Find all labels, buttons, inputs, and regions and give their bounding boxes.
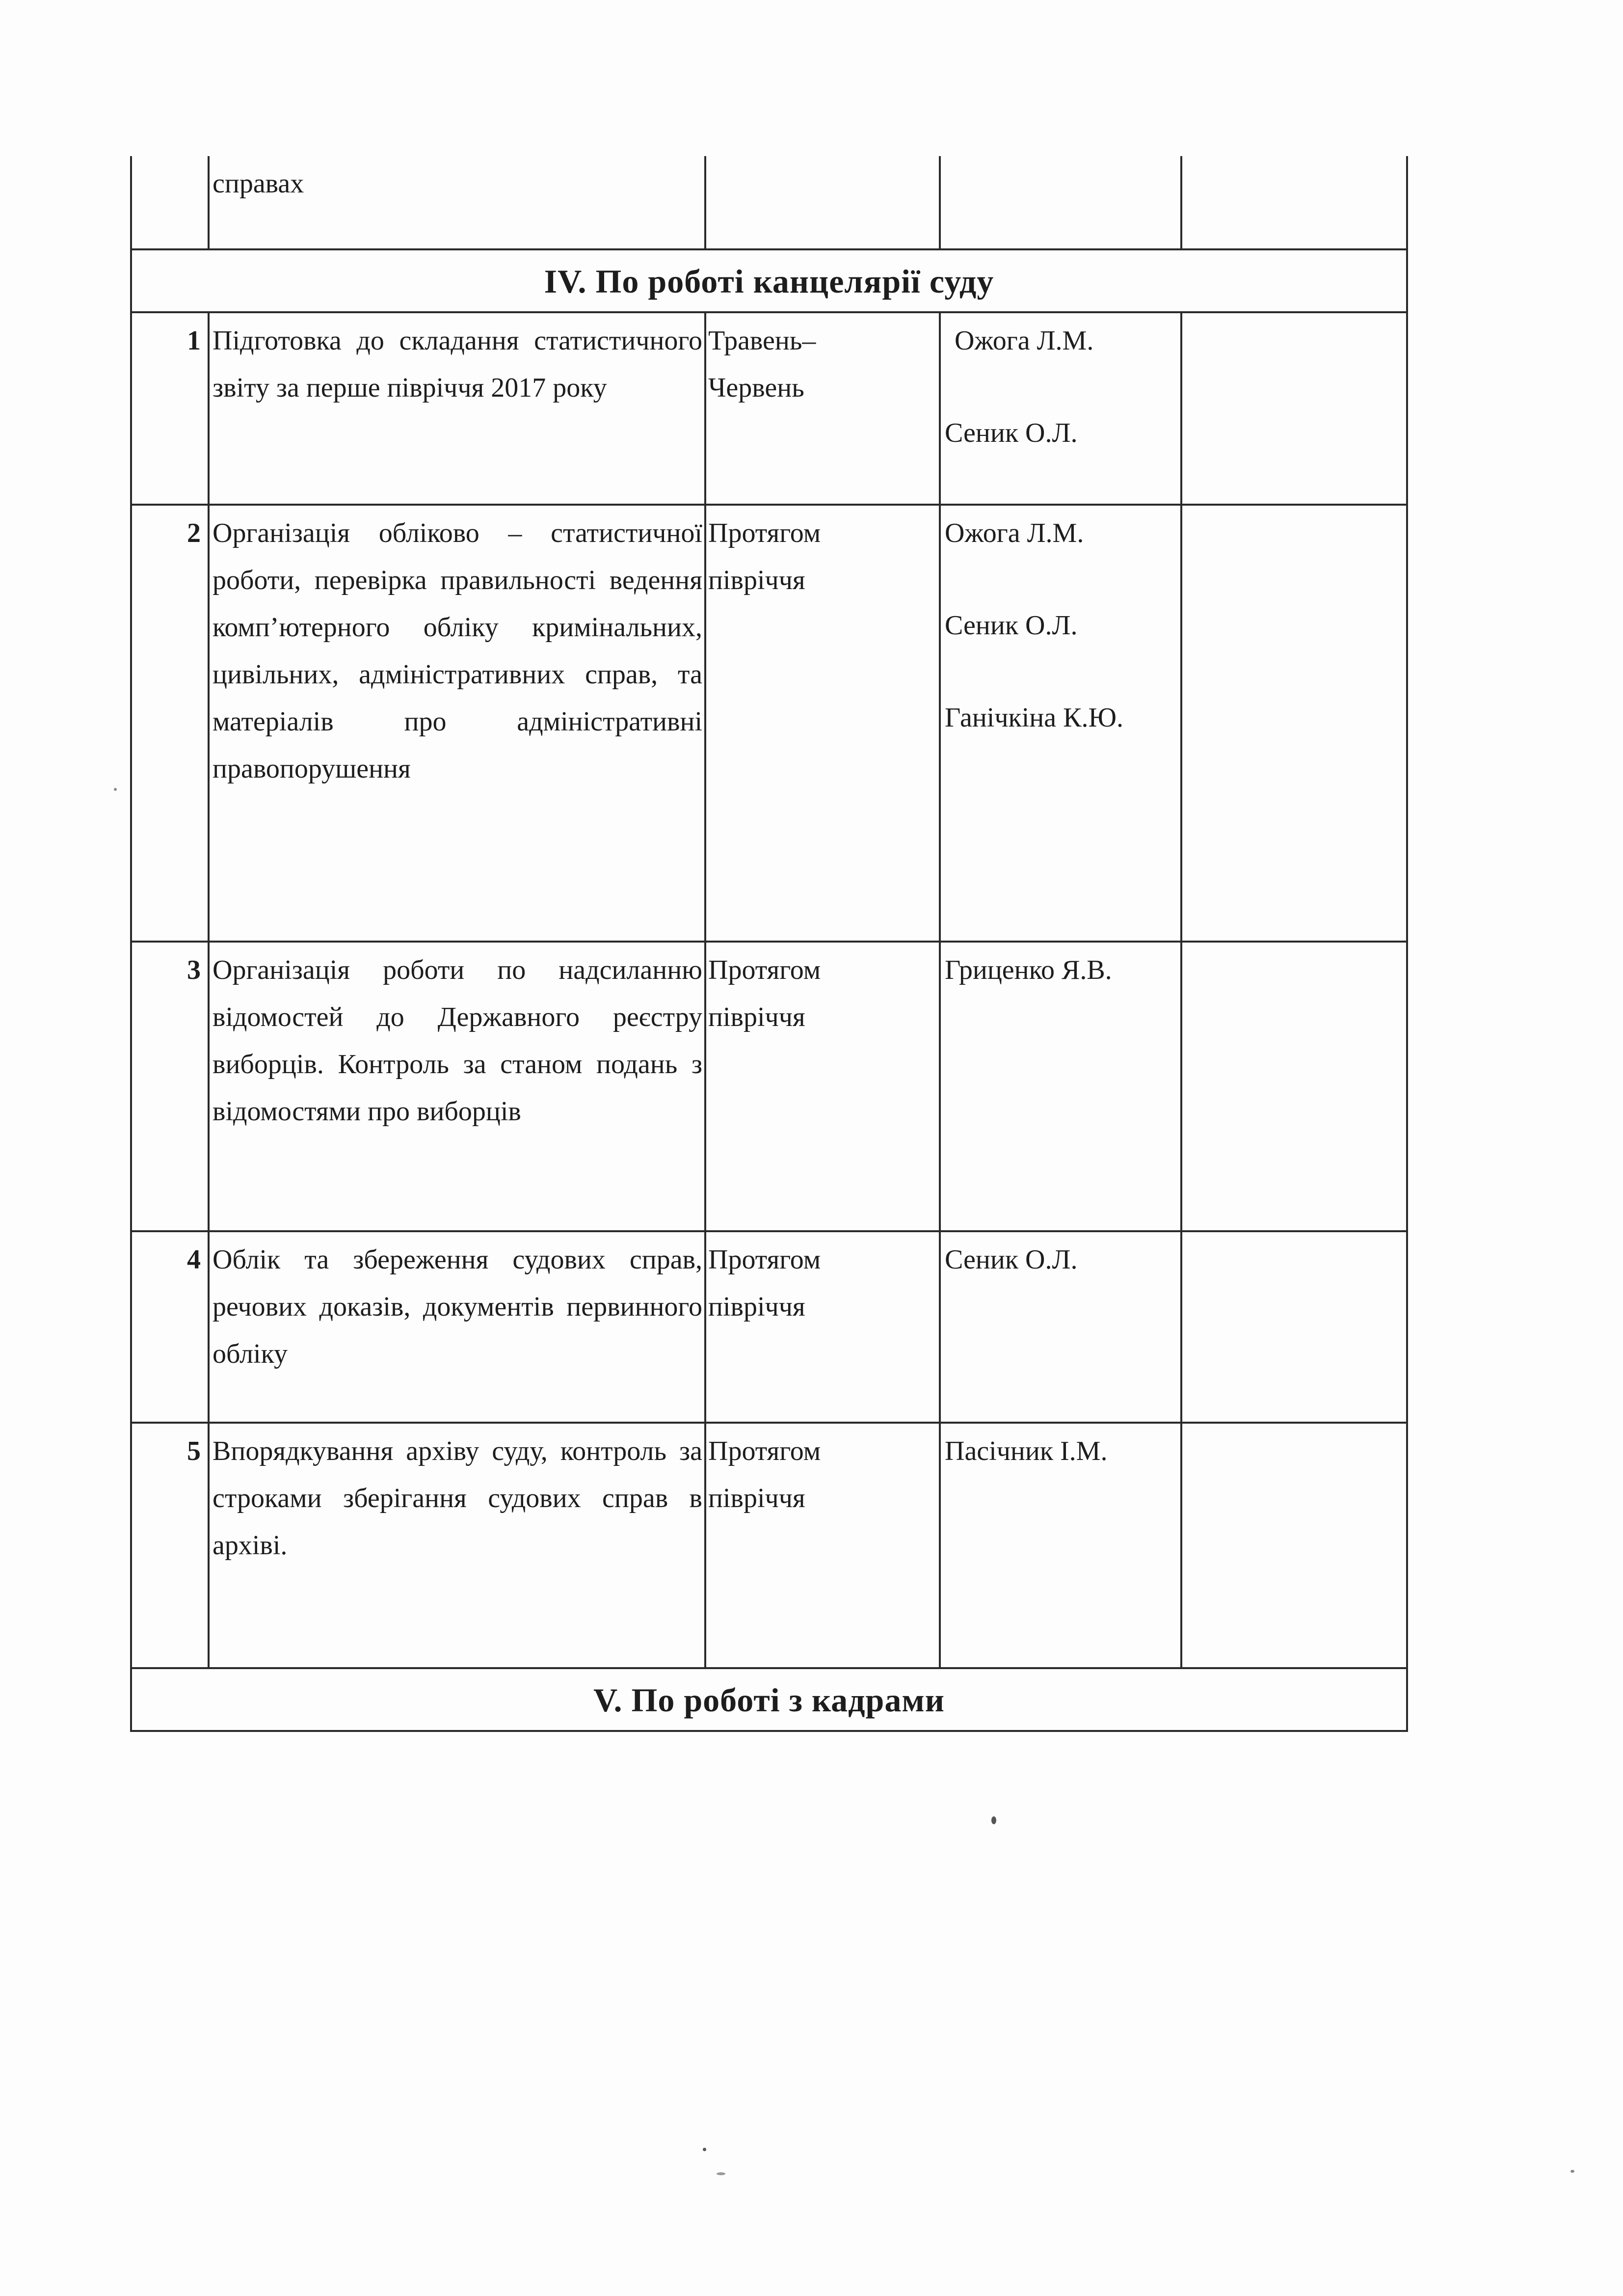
scan-speck xyxy=(114,788,117,791)
note-cell xyxy=(1181,1423,1407,1668)
responsible-cell xyxy=(940,505,1181,942)
section-header-row xyxy=(131,1668,1407,1731)
note-cell xyxy=(1181,312,1407,505)
continuation-note-cell xyxy=(1181,156,1407,249)
note-cell xyxy=(1181,505,1407,942)
term-line: півріччя xyxy=(708,565,805,595)
responsible-cell xyxy=(940,312,1181,505)
table-row xyxy=(131,1423,1407,1668)
section-header-row xyxy=(131,249,1407,312)
term-line: Протягом xyxy=(708,1436,821,1466)
scan-speck xyxy=(717,2172,725,2175)
responsible-person: Ганічкіна К.Ю. xyxy=(945,702,1124,733)
term-line: Травень– xyxy=(708,325,816,356)
term-line: Протягом xyxy=(708,955,821,985)
note-cell xyxy=(1181,942,1407,1231)
continuation-row xyxy=(131,156,1407,249)
row-number: 4 xyxy=(131,1231,209,1423)
scan-speck xyxy=(1570,2170,1574,2173)
term-line: півріччя xyxy=(708,1002,805,1032)
continuation-num-cell xyxy=(131,156,209,249)
term-cell xyxy=(705,1231,940,1423)
term-cell xyxy=(705,1423,940,1668)
work-plan-table xyxy=(130,156,1408,1732)
responsible-person: Сеник О.Л. xyxy=(945,1244,1078,1275)
continuation-resp-cell xyxy=(940,156,1181,249)
term-line: Протягом xyxy=(708,518,821,548)
term-line: півріччя xyxy=(708,1483,805,1513)
scan-speck xyxy=(703,2148,706,2151)
table-row xyxy=(131,942,1407,1231)
responsible-cell xyxy=(940,1423,1181,1668)
scan-speck xyxy=(991,1816,996,1824)
responsible-cell xyxy=(940,942,1181,1231)
responsible-person: Пасічник І.М. xyxy=(945,1436,1108,1466)
responsible-person: Ожога Л.М. xyxy=(945,518,1084,548)
responsible-person: Гриценко Я.В. xyxy=(945,955,1112,985)
continuation-task-cell xyxy=(209,156,705,249)
responsible-cell xyxy=(940,1231,1181,1423)
row-number: 3 xyxy=(131,942,209,1231)
row-number: 5 xyxy=(131,1423,209,1668)
continuation-task-text: справах xyxy=(213,168,304,199)
task-description: Підготовка до складання статистичного звіту за перше півріччя 2017 року xyxy=(209,312,705,505)
task-description: Організація обліково – статистичної роботи, перевірка правильності ведення комп’ютерного обліку кримінальних, цивільних, адміністративних справ, та матеріалів про адміністративні правопорушення xyxy=(209,505,705,942)
term-cell xyxy=(705,312,940,505)
row-number: 1 xyxy=(131,312,209,505)
responsible-person: Ожога Л.М. xyxy=(955,325,1094,356)
term-cell xyxy=(705,505,940,942)
term-line: півріччя xyxy=(708,1292,805,1322)
task-description: Облік та збереження судових справ, речових доказів, документів первинного обліку xyxy=(209,1231,705,1423)
term-line: Червень xyxy=(708,373,804,403)
task-description: Впорядкування архіву суду, контроль за строками зберігання судових справ в архіві. xyxy=(209,1423,705,1668)
row-number: 2 xyxy=(131,505,209,942)
continuation-term-cell xyxy=(705,156,940,249)
note-cell xyxy=(1181,1231,1407,1423)
table-row xyxy=(131,312,1407,505)
term-line: Протягом xyxy=(708,1244,821,1275)
section-4-title: IV. По роботі канцелярії суду xyxy=(131,249,1407,312)
section-5-title: V. По роботі з кадрами xyxy=(131,1668,1407,1731)
task-description: Організація роботи по надсиланню відомостей до Державного реєстру виборців. Контроль за станом подань з відомостями про виборців xyxy=(209,942,705,1231)
responsible-person: Сеник О.Л. xyxy=(945,610,1078,641)
table-row xyxy=(131,505,1407,942)
responsible-person: Сеник О.Л. xyxy=(945,418,1078,448)
term-cell xyxy=(705,942,940,1231)
table-row xyxy=(131,1231,1407,1423)
